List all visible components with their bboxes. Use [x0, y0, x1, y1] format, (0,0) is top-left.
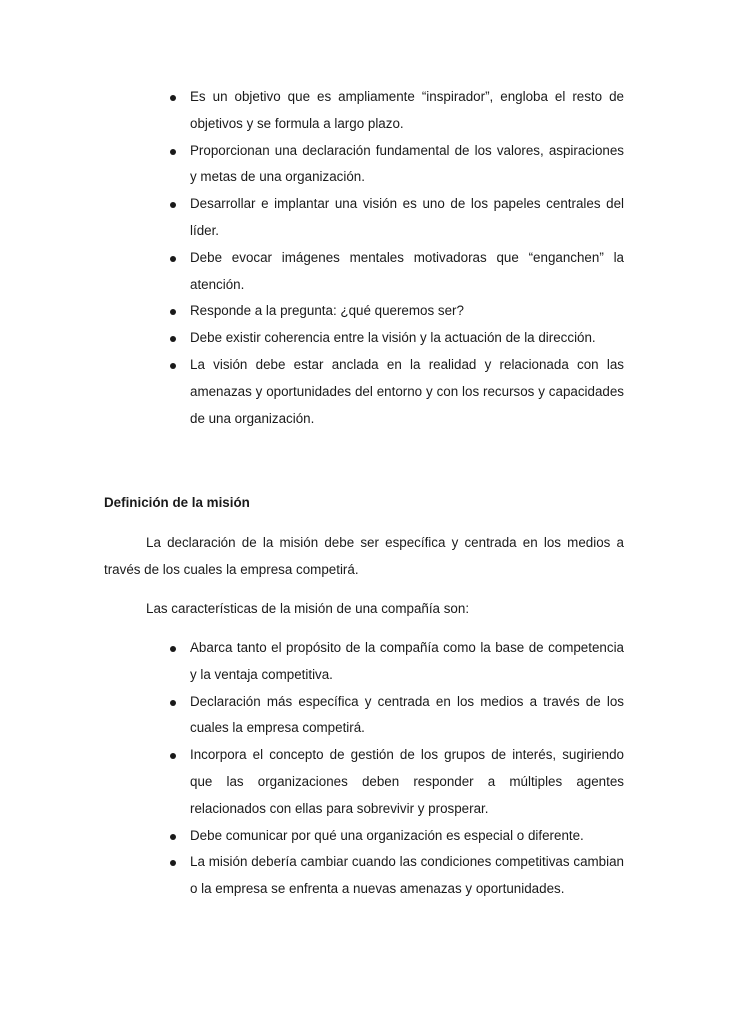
- list-item: [190, 298, 624, 325]
- bullet-icon: [170, 149, 176, 155]
- list-item-text: La misión debería cambiar cuando las condiciones competitivas cambian o la empresa se enfrenta a nuevas amenazas y oportunidades.: [190, 854, 624, 897]
- bullet-icon: [170, 309, 176, 315]
- list-item: [190, 84, 624, 138]
- list-item-text: Proporcionan una declaración fundamental de los valores, aspiraciones y metas de una organización.: [190, 142, 624, 185]
- mission-declaration-paragraph: La declaración de la misión debe ser específica y centrada en los medios a través de los cuales la empresa competirá.: [104, 535, 624, 577]
- bullet-icon: [170, 834, 176, 840]
- bullet-icon: [170, 336, 176, 342]
- bullet-icon: [170, 860, 176, 866]
- list-item: [190, 325, 624, 352]
- list-item-text: Abarca tanto el propósito de la compañía como la base de competencia y la ventaja competitiva.: [190, 640, 624, 682]
- bullet-icon: [170, 202, 176, 208]
- bullet-icon: [170, 700, 176, 706]
- list-item: [190, 823, 624, 850]
- bullet-icon: [170, 256, 176, 262]
- list-item: [190, 191, 624, 245]
- mission-characteristics-intro: Las características de la misión de una compañía son:: [146, 601, 470, 616]
- list-item-text: Incorpora el concepto de gestión de los grupos de interés, sugiriendo que las organizaciones deben responder a múltiples agentes relacionados con ellas para sobrevivir y prosperar.: [190, 747, 624, 816]
- bullet-icon: [170, 363, 176, 369]
- list-item-text: Debe evocar imágenes mentales motivadoras que “enganchen” la atención.: [190, 249, 624, 292]
- vision-characteristics-list: [190, 84, 624, 432]
- bullet-icon: [170, 753, 176, 759]
- list-item-text: Declaración más específica y centrada en los medios a través de los cuales la empresa competirá.: [190, 693, 624, 736]
- list-item: [190, 849, 624, 903]
- bullet-icon: [170, 95, 176, 101]
- bullet-icon: [170, 646, 176, 652]
- list-item-text: Debe comunicar por qué una organización es especial o diferente.: [190, 827, 584, 843]
- list-item-text: Desarrollar e implantar una visión es uno de los papeles centrales del líder.: [190, 196, 624, 238]
- list-item-text: Debe existir coherencia entre la visión y la actuación de la dirección.: [190, 330, 596, 346]
- list-item-text: La visión debe estar anclada en la realidad y relacionada con las amenazas y oportunidades del entorno y con los recursos y capacidades de una organización.: [190, 356, 624, 426]
- list-item: [190, 689, 624, 743]
- list-item-text: Es un objetivo que es ampliamente “inspirador”, engloba el resto de objetivos y se formula a largo plazo.: [190, 89, 624, 131]
- list-item: [190, 635, 624, 689]
- mission-heading: Definición de la misión: [104, 495, 250, 510]
- list-item-text: Responde a la pregunta: ¿qué queremos ser?: [190, 303, 464, 319]
- list-item: [190, 352, 624, 432]
- list-item: [190, 742, 624, 822]
- mission-characteristics-list: [190, 635, 624, 903]
- list-item: [190, 138, 624, 192]
- list-item: [190, 245, 624, 299]
